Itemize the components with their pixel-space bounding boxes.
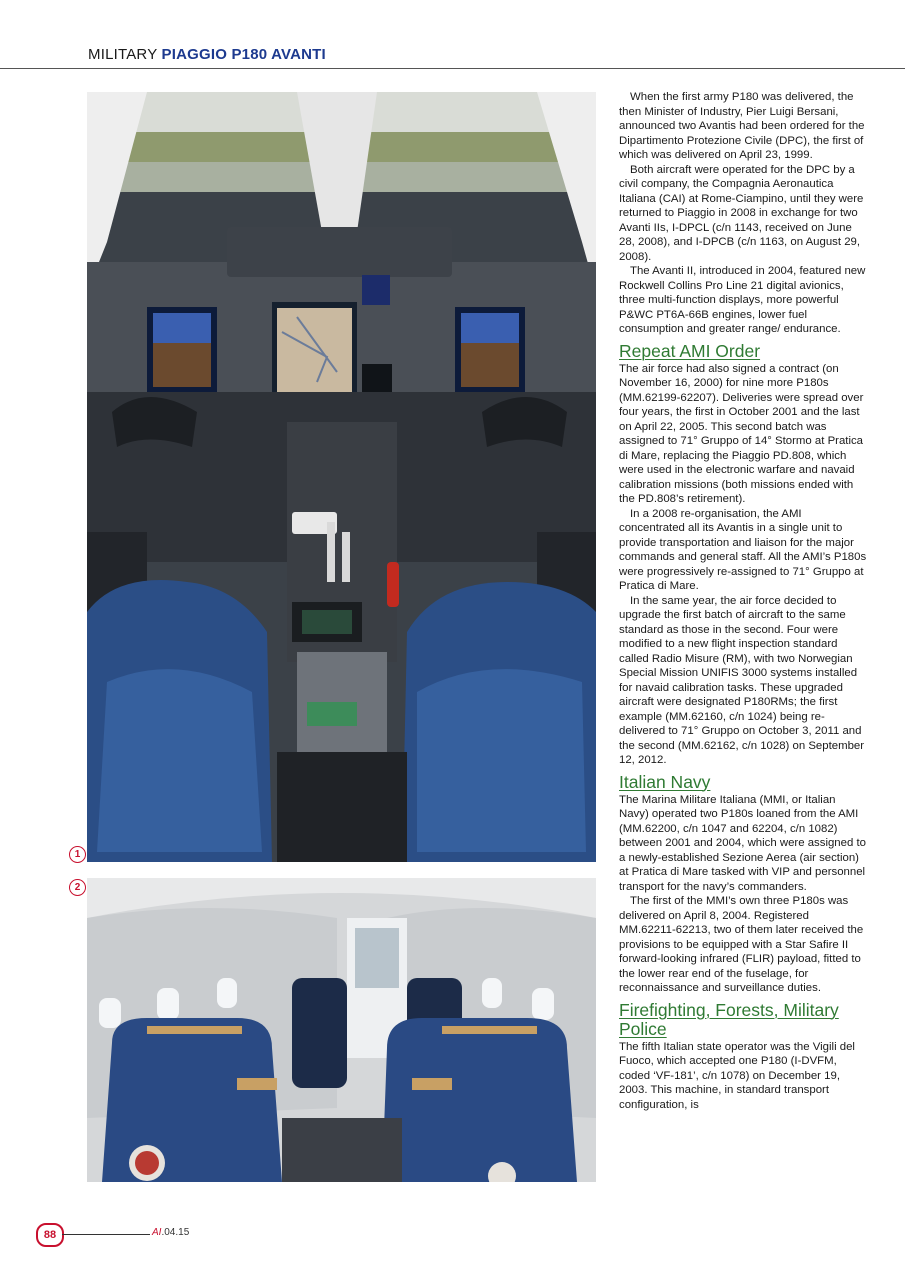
cockpit-illustration xyxy=(87,92,596,862)
issue-label xyxy=(152,1227,189,1238)
figure-callout-2: 2 xyxy=(69,879,86,896)
section-3-paragraph-1: The fifth Italian state operator was the Vigili del Fuoco, which accepted one P180 (I-DVFM, coded ‘VF-181’, c/n 1078) on December 19, 2003. This machine, in standard transport configuration, is xyxy=(619,1040,855,1111)
intro-paragraph-2: Both aircraft were operated for the DPC by a civil company, the Compagnia Aeronautica Italiana (CAI) at Rome-Ciampino, until they were returned to Piaggio in 2008 in exchange for two Avanti IIs, I-DPCL (c/n 1143, received on June 28, 2008), and I-DPCB (c/n 1163, on August 29, 2008). xyxy=(619,163,864,263)
intro-paragraph-3: The Avanti II, introduced in 2004, featured new Rockwell Collins Pro Line 21 digital avionics, three multi-function displays, more powerful P&WC PT6A-66B engines, lower fuel consumption and greater range/ endurance. xyxy=(619,265,866,335)
section-2-paragraph-2: The first of the MMI’s own three P180s was delivered on April 8, 2004. Registered MM.62211-62213, two of them later received the provisions to be equipped with a Star Safire II forward-looking infrared (FLIR) payload, fitted to the lower rear end of the fuselage, for reconnaissance and surveillance duties. xyxy=(619,895,864,994)
issue-date: .04.15 xyxy=(161,1227,190,1238)
section-heading-firefighting: Firefighting, Forests, Military Police xyxy=(619,999,839,1039)
page-number: 88 xyxy=(36,1223,64,1247)
figure-callout-1: 1 xyxy=(69,846,86,863)
header-section: MILITARY xyxy=(88,46,158,63)
cabin-illustration xyxy=(87,878,596,1182)
section-heading-repeat-ami-order: Repeat AMI Order xyxy=(619,340,761,361)
section-1-paragraph-1: The air force had also signed a contract (on November 16, 2000) for nine more P180s (MM.62199-62207). Deliveries were spread over four years, the first in October 2001 and the last on April 22, 2005. This second batch was assigned to 71° Gruppo of 14° Stormo at Pratica di Mare, replacing the Piaggio PD.808, which were used in the electronic warfare and navaid calibration missions (both missions ended with the PD.808’s retirement). xyxy=(619,362,864,505)
running-header xyxy=(88,46,326,63)
article-column xyxy=(619,90,867,1112)
page-footer xyxy=(36,1223,236,1245)
section-1-paragraph-2: In a 2008 re-organisation, the AMI concentrated all its Avantis in a single unit to provide transportation and liaison for the major commands and general staff. All the AMI’s P180s were progressively re-assigned to 71° Gruppo at Pratica di Mare. xyxy=(619,507,867,592)
section-1-paragraph-3: In the same year, the air force decided to upgrade the first batch of aircraft to the same standard as those in the second. Four were modified to a new flight inspection standard called Radio Misure (RM), with two Norwegian Special Mission UNIFIS 3000 systems installed for navaid calibration tasks. These upgraded aircraft were designated P180RMs; the first example (MM.62160, c/n 1024) being re-delivered to 71° Gruppo on October 3, 2011 and the second (MM.62162, c/n 1028) on September 12, 2012. xyxy=(619,594,865,766)
footer-rule xyxy=(62,1234,150,1235)
cabin-photo xyxy=(87,878,596,1182)
section-heading-italian-navy: Italian Navy xyxy=(619,771,711,792)
header-title: PIAGGIO P180 AVANTI xyxy=(161,46,326,63)
header-rule xyxy=(0,68,905,69)
magazine-name: AI xyxy=(152,1227,162,1238)
intro-paragraph-1: When the first army P180 was delivered, the then Minister of Industry, Pier Luigi Bersani, announced two Avantis had been ordered for the Dipartimento Protezione Civile (DPC), the first of which was delivered on April 23, 1999. xyxy=(619,91,865,161)
section-2-paragraph-1: The Marina Militare Italiana (MMI, or Italian Navy) operated two P180s loaned from the AMI (MM.62200, c/n 1047 and 62204, c/n 1082) between 2001 and 2004, which were assigned to a newly-established Sezione Aerea (air section) at Pratica di Mare tasked with VIP and personnel transport for the navy’s commanders. xyxy=(619,793,866,893)
cockpit-photo xyxy=(87,92,596,862)
